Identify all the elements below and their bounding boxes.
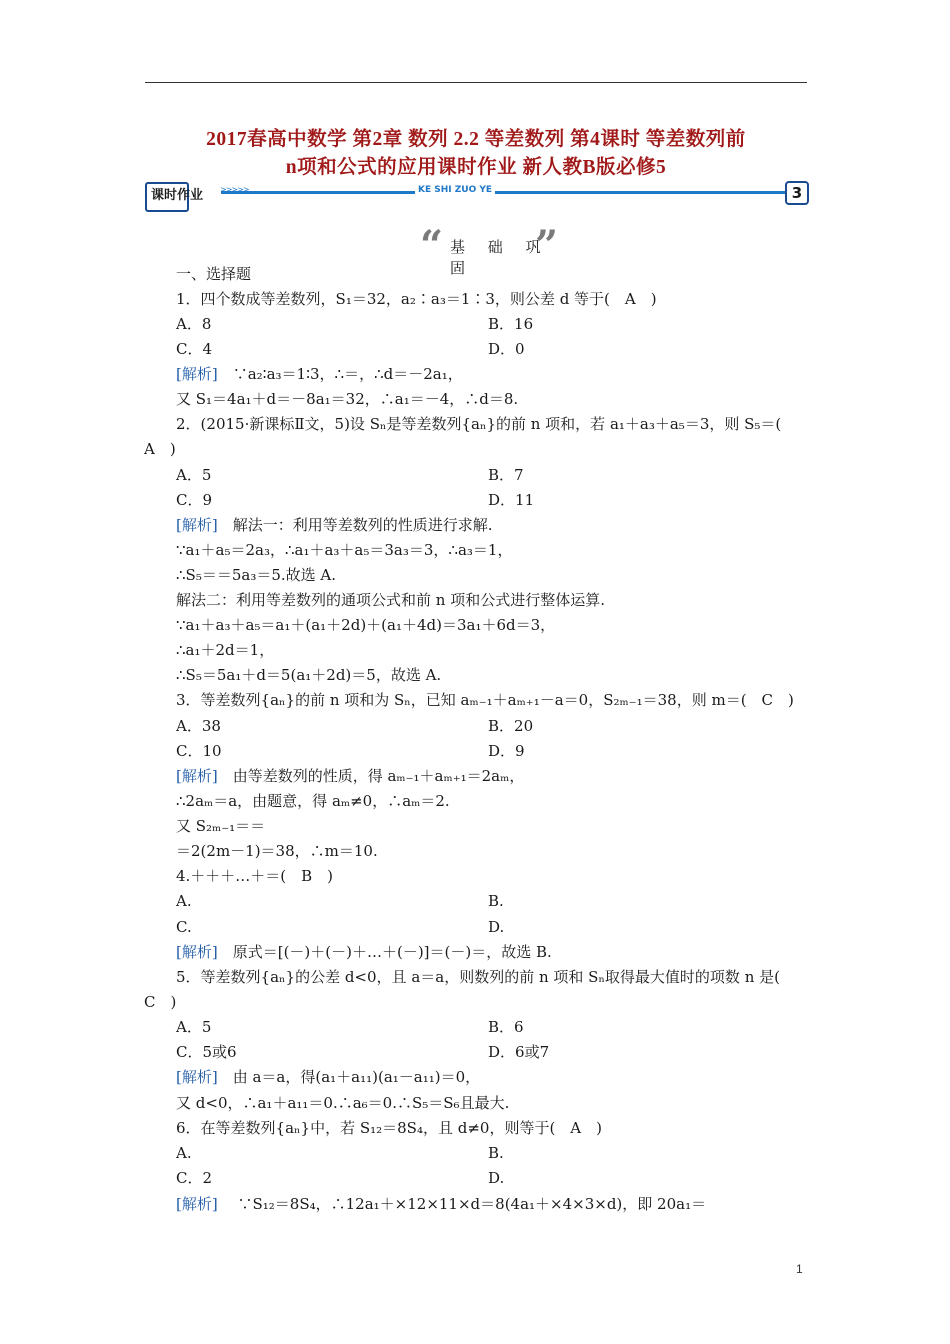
line-text: ∴S₅＝5a₁＋d＝5(a₁＋2d)＝5，故选 A. bbox=[176, 666, 442, 684]
line-text: 又 d<0，∴a₁＋a₁₁＝0.∴a₆＝0.∴S₅＝S₆且最大. bbox=[176, 1094, 510, 1112]
line-text: B．20 bbox=[488, 717, 534, 735]
analysis-tag: [解析] bbox=[176, 943, 218, 961]
text-line bbox=[176, 1067, 480, 1087]
banner-arrows: >>>>> bbox=[220, 185, 249, 194]
line-text: C．2 bbox=[176, 1169, 213, 1187]
text-line bbox=[176, 314, 211, 334]
text-line bbox=[488, 490, 534, 510]
analysis-tag: [解析] bbox=[176, 767, 218, 785]
text-line bbox=[176, 1017, 211, 1037]
text-line bbox=[176, 1093, 509, 1113]
text-line bbox=[176, 891, 192, 911]
line-text: 又 S₁＝4a₁＋d＝－8a₁＝32，∴a₁＝－4，∴d＝8. bbox=[176, 390, 519, 408]
line-text: 一、选择题 bbox=[176, 265, 252, 283]
text-line bbox=[488, 1017, 524, 1037]
analysis-tag: [解析] bbox=[176, 1068, 218, 1086]
text-line bbox=[488, 1168, 504, 1188]
text-line bbox=[176, 841, 378, 861]
line-text: A ) bbox=[144, 440, 176, 458]
text-line bbox=[488, 465, 524, 485]
section-title: 基 础 巩 固 bbox=[450, 238, 550, 277]
text-line bbox=[176, 540, 512, 560]
text-line bbox=[176, 791, 450, 811]
text-line bbox=[176, 766, 524, 786]
banner-subtitle: KE SHI ZUO YE bbox=[415, 185, 495, 195]
line-text: 2．(2015·新课标Ⅱ文，5)设 Sₙ是等差数列{aₙ}的前 n 项和，若 a₁＋a₃＋a₅＝3，则 S₅＝( bbox=[176, 415, 782, 433]
text-line bbox=[176, 490, 212, 510]
line-text: ∴2aₘ＝a，由题意，得 aₘ≠0，∴aₘ＝2. bbox=[176, 792, 450, 810]
text-line bbox=[176, 1042, 237, 1062]
line-text: C．4 bbox=[176, 340, 213, 358]
line-text: B．6 bbox=[488, 1018, 524, 1036]
text-line bbox=[176, 590, 605, 610]
line-text: C. bbox=[176, 918, 192, 936]
line-text: 解法二：利用等差数列的通项公式和前 n 项和公式进行整体运算. bbox=[176, 591, 605, 609]
text-line bbox=[176, 917, 192, 937]
line-text: ∵a₁＋a₅＝2a₃，∴a₁＋a₃＋a₅＝3a₃＝3，∴a₃＝1， bbox=[176, 541, 513, 559]
line-text: 3．等差数列{aₙ}的前 n 项和为 Sₙ，已知 aₘ₋₁＋aₘ₊₁－a＝0，S₂ₘ₋₁＝38，则 m＝( C ) bbox=[176, 691, 794, 709]
line-text: C．10 bbox=[176, 742, 222, 760]
header-rule bbox=[145, 82, 807, 83]
line-text: D．11 bbox=[488, 491, 535, 509]
line-text: D. bbox=[488, 918, 505, 936]
text-line bbox=[176, 465, 211, 485]
text-line bbox=[176, 1143, 192, 1163]
close-quote-icon: ” bbox=[535, 222, 559, 269]
line-text: A. bbox=[176, 1144, 192, 1162]
line-text: ∴S₅＝＝5a₃＝5.故选 A. bbox=[176, 566, 337, 584]
line-text: 解法一：利用等差数列的性质进行求解. bbox=[217, 516, 493, 534]
analysis-tag: [解析] bbox=[176, 365, 218, 383]
line-text: C．5或6 bbox=[176, 1043, 237, 1061]
line-text: ＝2(2m－1)＝38，∴m＝10. bbox=[176, 842, 378, 860]
text-line bbox=[144, 439, 176, 459]
text-line bbox=[488, 716, 533, 736]
text-line bbox=[176, 339, 212, 359]
banner-label: 课时作业 bbox=[151, 188, 204, 203]
line-text: D．0 bbox=[488, 340, 525, 358]
line-text: 由等差数列的性质，得 aₘ₋₁＋aₘ₊₁＝2aₘ， bbox=[217, 767, 525, 785]
text-line bbox=[176, 942, 552, 962]
line-text: ∵S₁₂＝8S₄，∴12a₁＋×12×11×d＝8(4a₁＋×4×3×d)，即 20a₁＝ bbox=[217, 1195, 707, 1213]
open-quote-icon: “ bbox=[420, 222, 444, 269]
text-line bbox=[176, 1168, 212, 1188]
text-line bbox=[488, 339, 525, 359]
text-line bbox=[176, 690, 794, 710]
text-line bbox=[488, 1143, 504, 1163]
line-text: D. bbox=[488, 1169, 505, 1187]
section-heading bbox=[418, 222, 568, 277]
text-line bbox=[176, 364, 463, 384]
text-line bbox=[176, 1118, 602, 1138]
line-text: 6．在等差数列{aₙ}中，若 S₁₂＝8S₄，且 d≠0，则等于( A ) bbox=[176, 1119, 602, 1137]
text-line bbox=[176, 1194, 706, 1214]
line-text: 又 S₂ₘ₋₁＝＝ bbox=[176, 817, 266, 835]
text-line bbox=[488, 917, 504, 937]
homework-banner bbox=[145, 180, 807, 210]
line-text: A．5 bbox=[176, 466, 212, 484]
text-line bbox=[176, 741, 222, 761]
line-text: A．8 bbox=[176, 315, 212, 333]
text-line bbox=[176, 866, 333, 886]
line-text: A．38 bbox=[176, 717, 221, 735]
line-text: ∵a₁＋a₃＋a₅＝a₁＋(a₁＋2d)＋(a₁＋4d)＝3a₁＋6d＝3， bbox=[176, 616, 556, 634]
line-text: B. bbox=[488, 892, 504, 910]
line-text: 1．四个数成等差数列，S₁＝32，a₂∶a₃＝1∶3，则公差 d 等于( A ) bbox=[176, 290, 657, 308]
text-line bbox=[176, 640, 274, 660]
line-text: A. bbox=[176, 892, 192, 910]
line-text: D．6或7 bbox=[488, 1043, 550, 1061]
analysis-tag: [解析] bbox=[176, 1195, 218, 1213]
page-number: 1 bbox=[796, 1262, 803, 1276]
text-line bbox=[488, 1042, 549, 1062]
line-text: ∴a₁＋2d＝1， bbox=[176, 641, 275, 659]
text-line bbox=[176, 615, 555, 635]
text-line bbox=[176, 967, 780, 987]
line-text: C．9 bbox=[176, 491, 213, 509]
line-text: D．9 bbox=[488, 742, 525, 760]
text-line bbox=[176, 515, 493, 535]
text-line bbox=[488, 741, 525, 761]
banner-number: 3 bbox=[785, 181, 809, 205]
analysis-tag: [解析] bbox=[176, 516, 218, 534]
document-title-line-1: 2017春高中数学 第2章 数列 2.2 等差数列 第4课时 等差数列前 bbox=[206, 129, 746, 150]
text-line bbox=[176, 264, 251, 284]
text-line bbox=[176, 816, 265, 836]
line-text: B. bbox=[488, 1144, 504, 1162]
banner-rule bbox=[221, 191, 786, 194]
line-text: 4.＋＋＋…＋＝( B ) bbox=[176, 867, 334, 885]
text-line bbox=[176, 565, 336, 585]
text-line bbox=[488, 891, 504, 911]
text-line bbox=[176, 716, 221, 736]
text-line bbox=[176, 665, 441, 685]
line-text: 5．等差数列{aₙ}的公差 d<0，且 a＝a，则数列的前 n 项和 Sₙ取得最大值时的项数 n 是( bbox=[176, 968, 780, 986]
line-text: C ) bbox=[144, 993, 177, 1011]
line-text: B．7 bbox=[488, 466, 524, 484]
line-text: 原式＝[(－)＋(－)＋…＋(－)]＝(－)＝，故选 B. bbox=[217, 943, 552, 961]
line-text: 由 a＝a，得(a₁＋a₁₁)(a₁－a₁₁)＝0， bbox=[217, 1068, 481, 1086]
document-title-line-2: n项和公式的应用课时作业 新人教B版必修5 bbox=[285, 157, 667, 178]
text-line bbox=[176, 414, 781, 434]
text-line bbox=[144, 992, 176, 1012]
line-text: A．5 bbox=[176, 1018, 212, 1036]
text-line bbox=[176, 389, 518, 409]
line-text: B．16 bbox=[488, 315, 534, 333]
line-text: ∵a₂∶a₃＝1∶3，∴＝，∴d＝－2a₁， bbox=[217, 365, 463, 383]
text-line bbox=[176, 289, 657, 309]
text-line bbox=[488, 314, 533, 334]
